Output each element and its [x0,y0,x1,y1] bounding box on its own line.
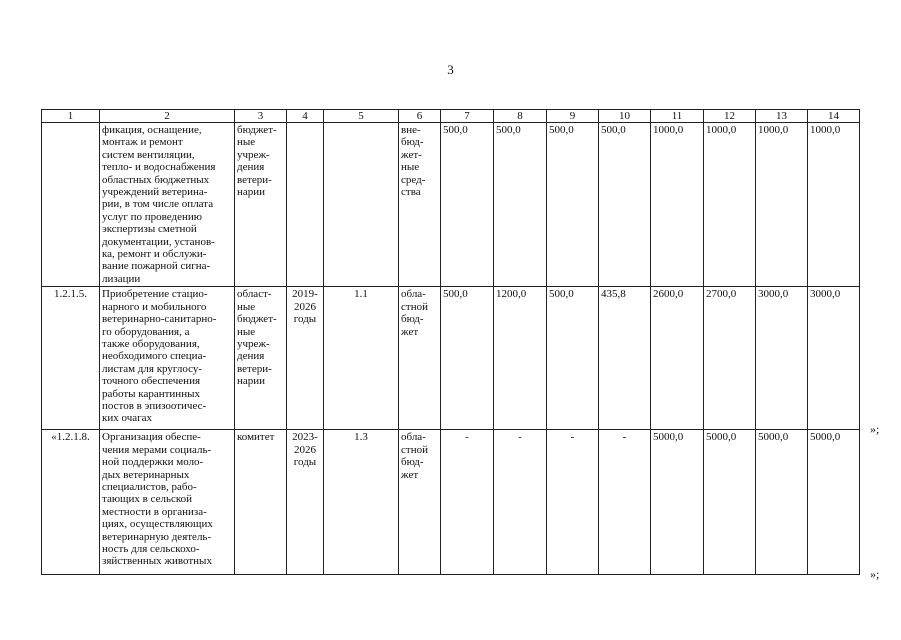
item-period: 2023- 2026 годы [287,430,324,575]
header-cell: 8 [494,110,547,123]
header-cell: 14 [808,110,860,123]
header-row [42,110,860,123]
item-value: 3000,0 [808,287,860,430]
item-value: 5000,0 [651,430,704,575]
closing-quote-mark: »; [870,422,880,436]
header-cell: 3 [235,110,287,123]
item-code: 1.3 [324,430,399,575]
header-cell: 9 [547,110,599,123]
item-value: 1000,0 [704,123,756,287]
item-value: 500,0 [441,123,494,287]
item-number: «1.2.1.8. [42,430,100,575]
item-funding-source: обла- стной бюд- жет [399,287,441,430]
item-value: 5000,0 [756,430,808,575]
item-period: 2019- 2026 годы [287,287,324,430]
header-cell: 4 [287,110,324,123]
header-cell: 11 [651,110,704,123]
item-period [287,123,324,287]
page-number: 3 [447,62,454,77]
item-value: - [547,430,599,575]
item-code: 1.1 [324,287,399,430]
item-value: 1200,0 [494,287,547,430]
item-number [42,123,100,287]
header-cell: 10 [599,110,651,123]
item-value: 500,0 [441,287,494,430]
header-cell: 13 [756,110,808,123]
item-description: фикация, оснащение, монтаж и ремонт систем вентиляции, тепло- и водоснабжения областных бюджетных учреждений ветерина- рии, в том числе оплата услуг по проведению экспертизы сметной документации, установ- ка, ремонт и обслужи- вание пожарной сигна- лизации [100,123,235,287]
item-value: 3000,0 [756,287,808,430]
item-value: 2700,0 [704,287,756,430]
closing-quote-mark: »; [870,567,880,581]
header-cell: 5 [324,110,399,123]
item-value: 2600,0 [651,287,704,430]
item-description: Приобретение стацио- нарного и мобильного ветеринарно-санитарно- го оборудования, а также оборудования, необходимого специа- листам для круглосу- точного обеспечения работы карантинных постов в эпизоотичес- ких очагах [100,287,235,430]
item-value: 1000,0 [756,123,808,287]
item-funding-source: обла- стной бюд- жет [399,430,441,575]
item-value: - [441,430,494,575]
item-description: Организация обеспе- чения мерами социаль- ной поддержки моло- дых ветеринарных специалистов, рабо- тающих в сельской местности в организа- циях, осуществляющих ветеринарную деятель- ность для сельскохо- зяйственных животных [100,430,235,575]
item-code [324,123,399,287]
item-value: 5000,0 [808,430,860,575]
item-number: 1.2.1.5. [42,287,100,430]
item-executor: комитет [235,430,287,575]
program-table [41,109,860,575]
item-value: 500,0 [547,123,599,287]
item-value: 435,8 [599,287,651,430]
table-row [42,287,860,430]
item-value: 500,0 [599,123,651,287]
item-value: 500,0 [494,123,547,287]
item-executor: бюджет- ные учреж- дения ветери- нарии [235,123,287,287]
item-value: 1000,0 [651,123,704,287]
header-cell: 2 [100,110,235,123]
item-value: 500,0 [547,287,599,430]
header-cell: 6 [399,110,441,123]
item-value: 1000,0 [808,123,860,287]
item-value: 5000,0 [704,430,756,575]
item-executor: област- ные бюджет- ные учреж- дения ветери- нарии [235,287,287,430]
header-cell: 12 [704,110,756,123]
item-value: - [599,430,651,575]
header-cell: 7 [441,110,494,123]
table-row [42,123,860,287]
item-value: - [494,430,547,575]
table-row [42,430,860,575]
header-cell: 1 [42,110,100,123]
item-funding-source: вне- бюд- жет- ные сред- ства [399,123,441,287]
